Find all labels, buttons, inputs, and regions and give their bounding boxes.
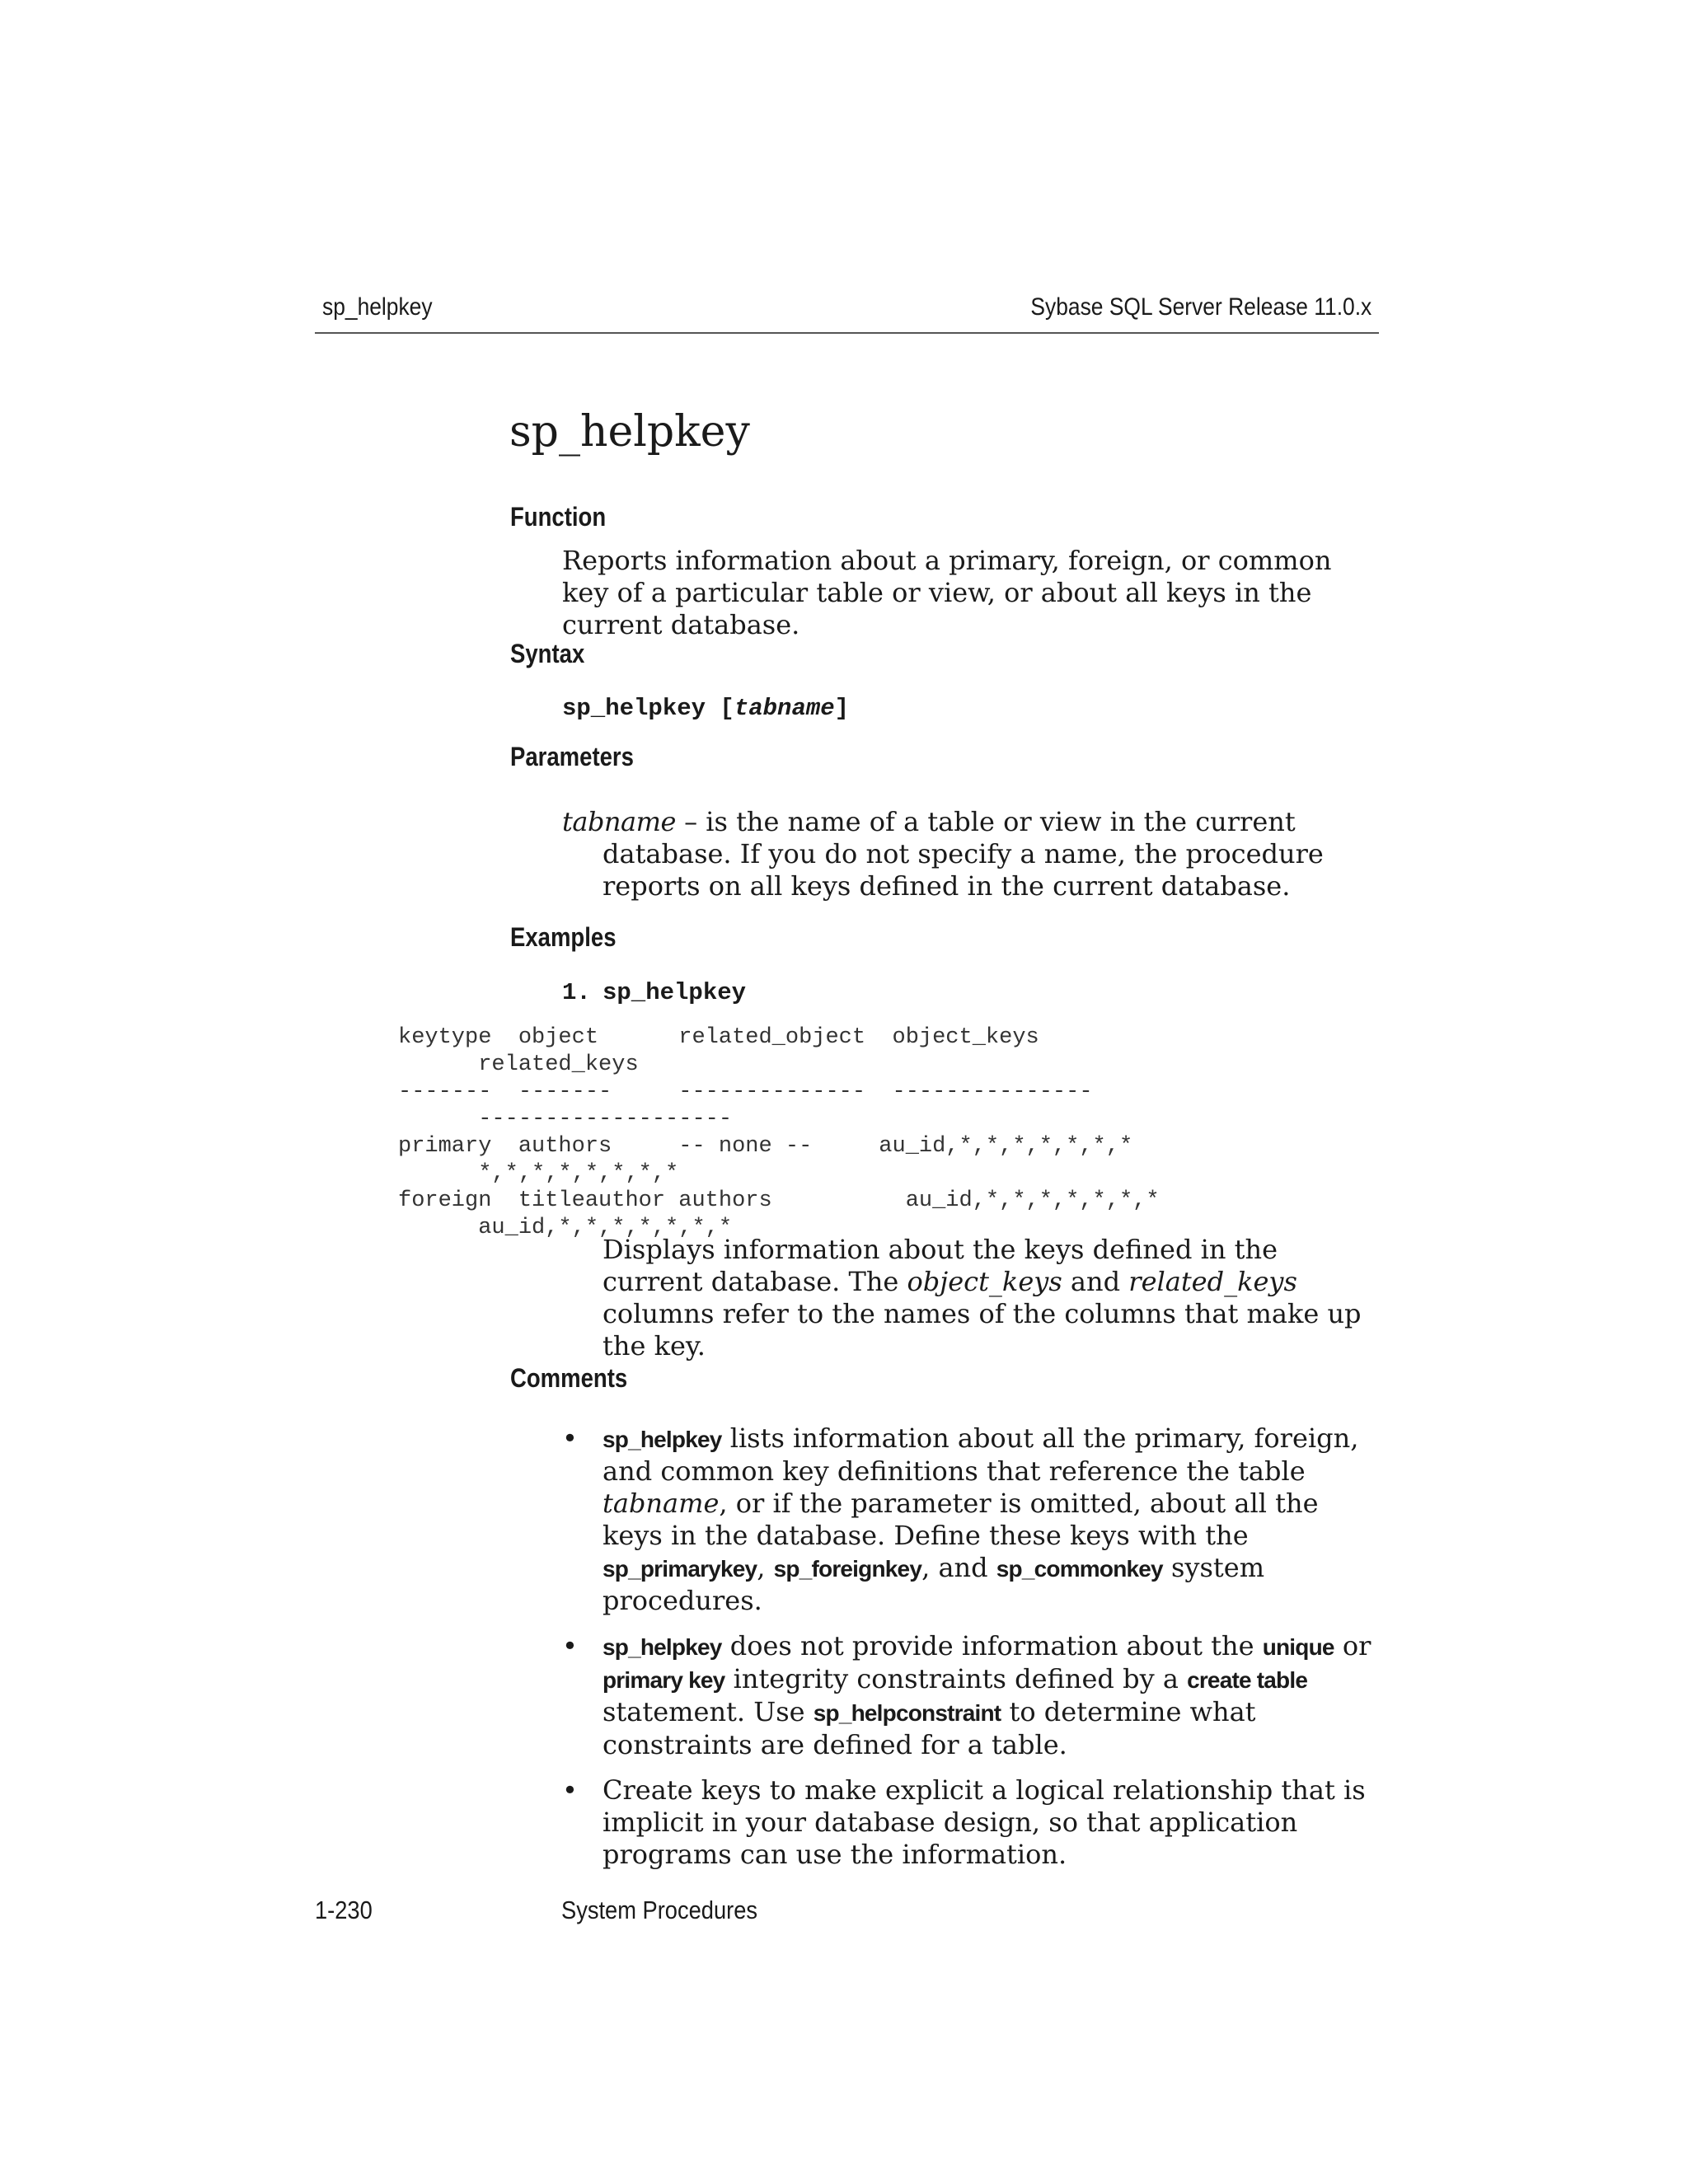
term-object-keys: object_keys <box>907 1266 1062 1297</box>
keyword: sp_helpkey <box>603 1427 722 1452</box>
comment-text: statement. Use <box>603 1696 814 1727</box>
running-header-left: sp_helpkey <box>322 293 433 321</box>
keyword: create table <box>1187 1667 1308 1693</box>
page-title: sp_helpkey <box>509 407 750 457</box>
comment-text: Create keys to make explicit a logical relationship that is implicit in your database design, so that application programs can use the information. <box>603 1774 1366 1870</box>
comment-text: , and <box>921 1552 996 1583</box>
comment-text: , <box>757 1552 774 1583</box>
keyword: sp_helpconstraint <box>813 1700 1001 1726</box>
function-heading: Function <box>510 502 607 532</box>
example-description <box>603 1234 1386 1362</box>
comment-text: lists information about all the primary, foreign, and common key definitions that reference the table <box>603 1422 1359 1487</box>
comment-item <box>562 1630 1386 1761</box>
comment-item <box>562 1422 1386 1617</box>
example-desc-text: and <box>1062 1266 1129 1297</box>
comment-text: system procedures. <box>603 1552 1265 1616</box>
comment-text: to determine what constraints are defined for a table. <box>603 1696 1256 1760</box>
comment-text: or <box>1334 1630 1372 1661</box>
example-output: keytype object related_object object_keys related_keys ------- ------- -------------- --------------- ------------------- primary authors -- none -- au_id,*,*,*,*,*,*,* *,*,*,*,*,*,*,* foreign titleauthor authors au_id,*,*,*,*,*,*,* au_id,*,*,*,*,*,*,* <box>398 1025 1160 1240</box>
keyword: sp_primarykey <box>603 1556 757 1582</box>
parameter-name: tabname <box>562 806 676 837</box>
header-rule <box>315 332 1379 334</box>
examples-heading: Examples <box>510 922 617 952</box>
syntax-param: tabname <box>734 695 835 722</box>
parameter-item <box>562 806 1427 902</box>
running-header-right: Sybase SQL Server Release 11.0.x <box>1030 293 1372 321</box>
comments-list <box>562 1422 1386 1884</box>
bullet-icon: • <box>562 1774 578 1806</box>
comments-heading: Comments <box>510 1363 628 1393</box>
parameters-heading: Parameters <box>510 742 634 771</box>
keyword: sp_commonkey <box>996 1556 1163 1582</box>
example-desc-text: columns refer to the names of the columns that make up the key. <box>603 1298 1362 1361</box>
comment-text: integrity constraints defined by a <box>724 1663 1188 1694</box>
bullet-icon: • <box>562 1422 578 1454</box>
syntax-line <box>562 695 849 722</box>
keyword: unique <box>1262 1634 1334 1660</box>
example-1-command-line <box>562 979 746 1006</box>
bullet-icon: • <box>562 1630 578 1661</box>
page-number: 1-230 <box>315 1896 373 1924</box>
parameter-text: – is the name of a table or view in the current database. If you do not specify a name, the procedure reports on all keys defined in the current database. <box>603 806 1324 902</box>
keyword: sp_foreignkey <box>773 1556 922 1582</box>
example-number: 1. <box>562 979 591 1006</box>
keyword: sp_helpkey <box>603 1634 722 1660</box>
footer-section: System Procedures <box>561 1896 758 1924</box>
comment-text: does not provide information about the <box>721 1630 1263 1661</box>
term-related-keys: related_keys <box>1128 1266 1297 1297</box>
syntax-heading: Syntax <box>510 639 585 668</box>
comment-text: , or if the parameter is omitted, about all the keys in the database. Define these keys with the <box>603 1488 1319 1551</box>
function-text: Reports information about a primary, foreign, or common key of a particular table or view, or about all keys in the current database. <box>562 545 1332 640</box>
comment-item <box>562 1774 1386 1871</box>
syntax-close: ] <box>834 695 850 722</box>
example-command: sp_helpkey <box>603 979 747 1006</box>
example-desc-text: Displays information about the keys defined in the current database. The <box>603 1234 1278 1297</box>
keyword: primary key <box>603 1667 725 1693</box>
syntax-command: sp_helpkey [ <box>562 695 734 722</box>
emphasis: tabname <box>603 1488 720 1519</box>
